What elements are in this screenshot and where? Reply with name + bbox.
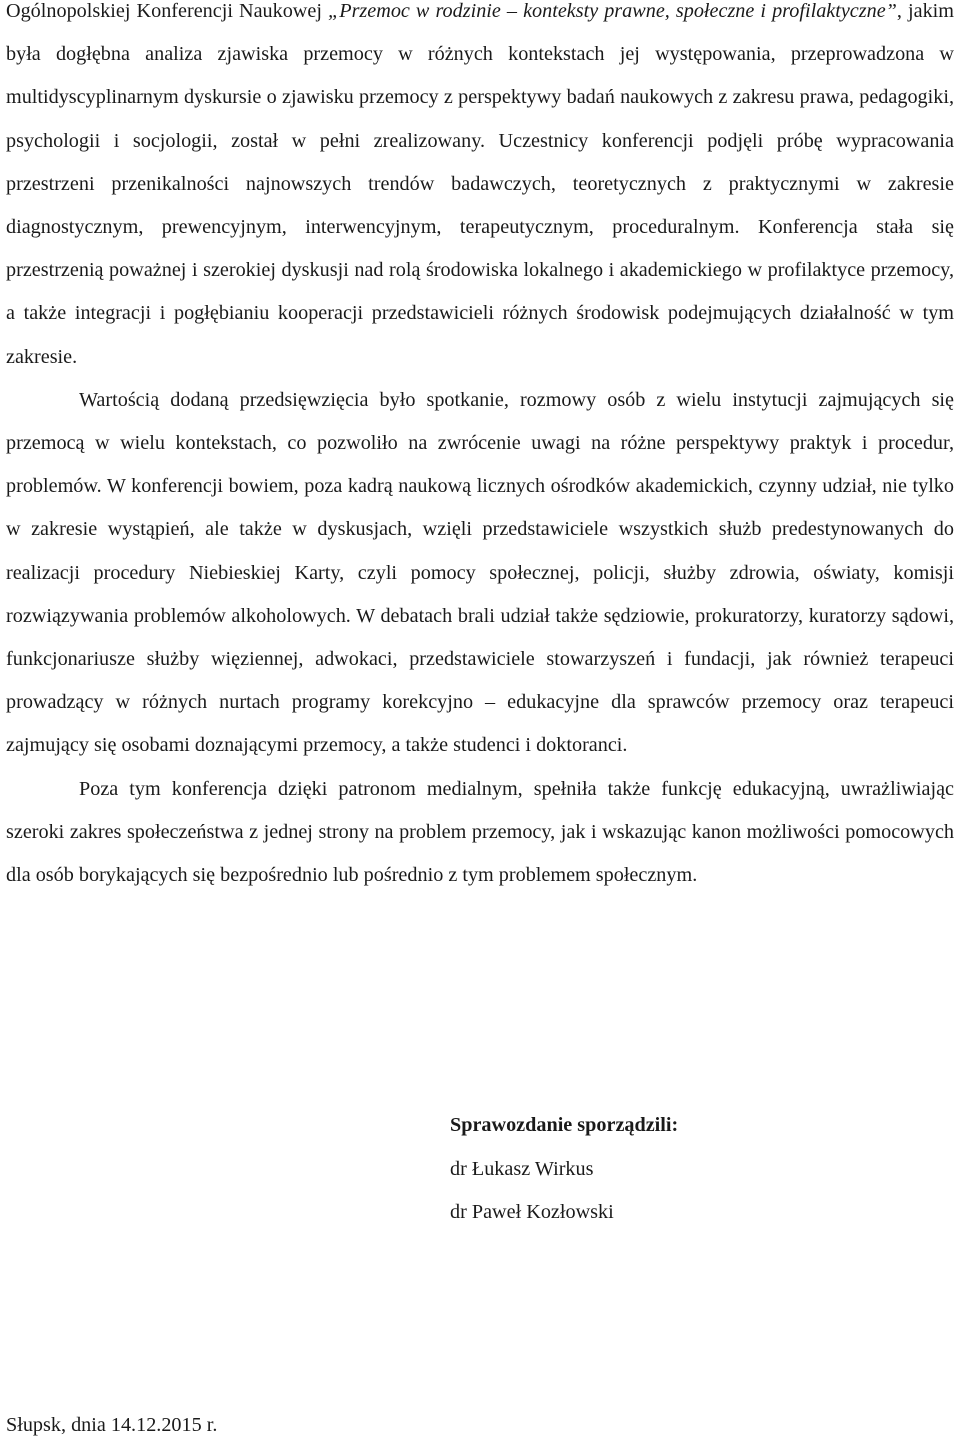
paragraph-1: [6, 0, 954, 379]
paragraph-2: [6, 379, 954, 768]
signature-block: [450, 1104, 678, 1235]
paragraph-2-text: Wartością dodaną przedsięwzięcia było spotkanie, rozmowy osób z wielu instytucji zajmujących się przemocą w wielu kontekstach, co pozwoliło na zwrócenie uwagi na różne perspektywy praktyk i procedur, problemów. W konferencji bowiem, poza kadrą naukową licznych ośrodków akademickich, czynny udział, nie tylko w zakresie wystąpień, ale także w dyskusjach, wzięli przedstawiciele wszystkich służb predestynowanych do realizacji procedury Niebieskiej Karty, czyli pomocy społecznej, policji, służby zdrowia, oświaty, komisji rozwiązywania problemów alkoholowych. W debatach brali udział także sędziowie, prokuratorzy, kuratorzy sądowi, funkcjonariusze służby więziennej, adwokaci, przedstawiciele stowarzyszeń i fundacji, jak również terapeuci prowadzący w różnych nurtach programy korekcyjno – edukacyjne dla sprawców przemocy oraz terapeuci zajmujący się osobami doznającymi przemocy, a także studenci i doktoranci.: [6, 388, 954, 757]
paragraph-3-text: Poza tym konferencja dzięki patronom medialnym, spełniła także funkcję edukacyjną, uwrażliwiając szeroki zakres społeczeństwa z jednej strony na problem przemocy, jak i wskazując kanon możliwości pomocowych dla osób borykających się bezpośrednio lub pośrednio z tym problemem społecznym.: [6, 777, 954, 887]
paragraph-1-text-b: , jakim była dogłębna analiza zjawiska przemocy w różnych kontekstach jej występowania, przeprowadzona w multidyscyplinarnym dyskursie o zjawisku przemocy z perspektywy badań naukowych z zakresu prawa, pedagogiki, psychologii i socjologii, został w pełni zrealizowany. Uczestnicy konferencji podjęli próbę wypracowania przestrzeni przenikalności najnowszych trendów badawczych, teoretycznych z praktycznymi w zakresie diagnostycznym, prewencyjnym, interwencyjnym, terapeutycznym, proceduralnym. Konferencja stała się przestrzenią poważnej i szerokiej dyskusji nad rolą środowiska lokalnego i akademickiego w profilaktyce przemocy, a także integracji i pogłębianiu kooperacji przedstawicieli różnych środowisk podejmujących działalność w tym zakresie.: [6, 0, 954, 368]
author-name: dr Łukasz Wirkus: [450, 1157, 594, 1180]
signature-heading: Sprawozdanie sporządzili:: [450, 1114, 679, 1136]
author-name: dr Paweł Kozłowski: [450, 1201, 614, 1223]
place-and-date: Słupsk, dnia 14.12.2015 r.: [6, 1414, 218, 1436]
conference-title: „Przemoc w rodzinie – konteksty prawne, społeczne i profilaktyczne”: [328, 0, 897, 22]
paragraph-3: [6, 768, 954, 898]
paragraph-1-text-a: Ogólnopolskiej Konferencji Naukowej: [6, 0, 329, 22]
report-body: [6, 0, 954, 897]
